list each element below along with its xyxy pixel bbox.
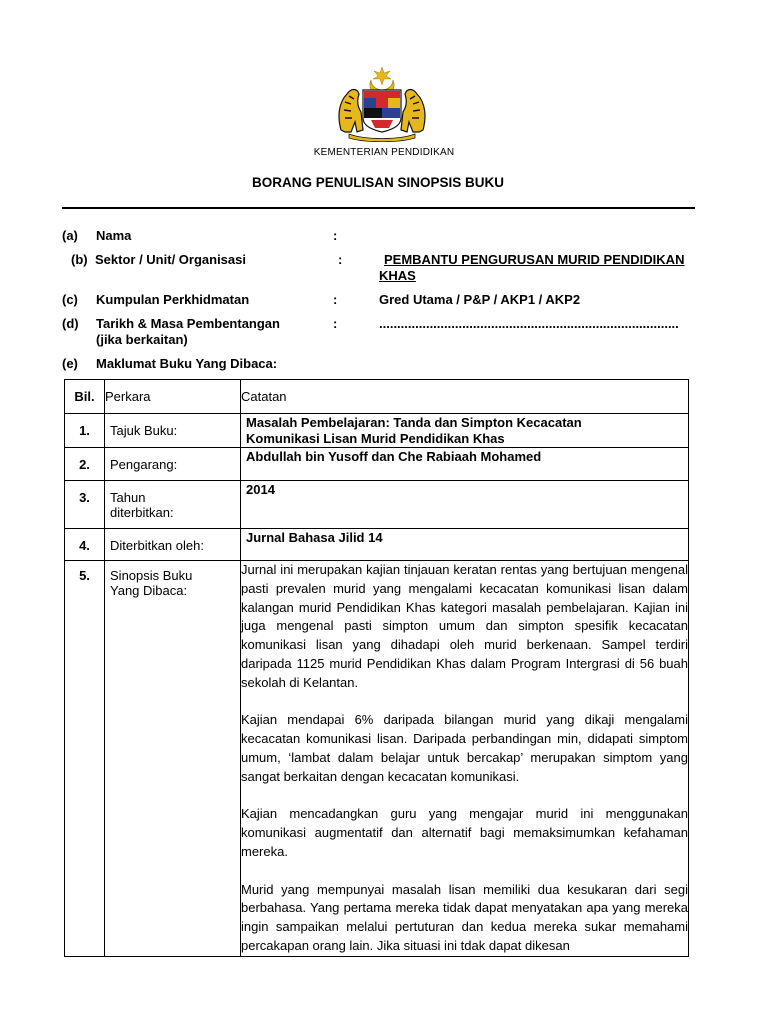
row-5-item-line1: Sinopsis Buku: [110, 568, 193, 583]
field-b-key: (b): [71, 252, 88, 267]
row-5-num: 5.: [65, 561, 105, 957]
field-d-value: ...................................................................................: [379, 316, 679, 331]
field-b-colon: :: [338, 252, 343, 267]
row-5-item-line2: Yang Dibaca:: [110, 583, 188, 598]
field-a-label: Nama: [96, 228, 132, 243]
row-1-num: 1.: [65, 414, 105, 448]
row-3-num: 3.: [65, 481, 105, 529]
field-a-key: (a): [62, 228, 78, 243]
table-row: [65, 529, 689, 561]
field-d-colon: :: [333, 316, 338, 331]
field-c-label: Kumpulan Perkhidmatan: [96, 292, 250, 307]
row-1-item: Tajuk Buku:: [105, 414, 241, 448]
table-row: [65, 561, 689, 957]
ministry-name: KEMENTERIAN PENDIDIKAN: [313, 147, 455, 158]
header-catatan: Catatan: [241, 380, 689, 414]
header-perkara: Perkara: [105, 380, 241, 414]
synopsis-paragraph-2: Kajian mendapai 6% daripada bilangan murid yang dikaji mengalami kecacatan komunikasi lisan. Daripada perbandingan min, didapati simptom umum, ‘lambat dalam belajar untuk bercakap’ merupakan simptom yang sangat berkaitan dengan kecacatan komunikasi.: [241, 712, 688, 784]
field-c-colon: :: [333, 292, 338, 307]
row-3-note: 2014: [241, 481, 689, 529]
row-3-item: [105, 481, 241, 529]
table-row: [65, 414, 689, 448]
field-b-value-line2: KHAS: [379, 268, 416, 283]
table-row: [65, 448, 689, 481]
field-c-key: (c): [62, 292, 78, 307]
field-e-label: Maklumat Buku Yang Dibaca:: [96, 356, 278, 371]
row-4-note: Jurnal Bahasa Jilid 14: [241, 529, 689, 561]
row-2-num: 2.: [65, 448, 105, 481]
synopsis-paragraph-3: Kajian mencadangkan guru yang mengajar murid ini menggunakan komunikasi augmentatif dan alternatif bagi memaksimumkan kefahaman mereka.: [241, 806, 688, 859]
book-info-table: [64, 379, 689, 957]
row-3-item-line1: Tahun: [110, 490, 146, 505]
field-e-key: (e): [62, 356, 78, 371]
synopsis-paragraph-1: Jurnal ini merupakan kajian tinjauan keratan rentas yang bertujuan mengenal pasti prevalen murid yang mengalami kecacatan komunikasi lisan dalam kalangan murid Pendidikan Khas kategori masalah pembelajaran. Kajian ini juga mengenal pasti simpton umum dan simpton spesifik kecacatan komunikasi lisan yang dihadapi oleh murid berkenaan. Sampel terdiri daripada 1125 murid Pendidikan Khas dalam Program Intergrasi di 56 buah sekolah di Kelantan.: [241, 562, 688, 690]
row-1-note-line1: Masalah Pembelajaran: Tanda dan Simpton Kecacatan: [246, 415, 582, 430]
row-2-item: Pengarang:: [105, 448, 241, 481]
header-divider: [62, 207, 695, 209]
row-1-note-line2: Komunikasi Lisan Murid Pendidikan Khas: [246, 431, 505, 446]
form-title: BORANG PENULISAN SINOPSIS BUKU: [251, 175, 505, 190]
row-4-item: Diterbitkan oleh:: [105, 529, 241, 561]
row-3-item-line2: diterbitkan:: [110, 505, 174, 520]
field-d-key: (d): [62, 316, 79, 331]
field-c-value: Gred Utama / P&P / AKP1 / AKP2: [379, 292, 581, 307]
field-b-value-line1: PEMBANTU PENGURUSAN MURID PENDIDIKAN: [384, 252, 685, 267]
row-1-note: [241, 414, 689, 448]
field-b-label: Sektor / Unit/ Organisasi: [95, 252, 246, 267]
field-a-colon: :: [333, 228, 338, 243]
synopsis-paragraph-4: Murid yang mempunyai masalah lisan memiliki dua kesukaran dari segi berbahasa. Yang pertama mereka tidak dapat menyatakan apa yang mereka ingin sampaikan melalui pertuturan dan kedua mereka sukar memahami percakapan orang lain. Jika situasi ini tdak dapat dikesan: [241, 881, 688, 953]
header-bil: Bil.: [65, 380, 105, 414]
row-4-num: 4.: [65, 529, 105, 561]
row-2-note: Abdullah bin Yusoff dan Che Rabiaah Mohamed: [241, 448, 689, 481]
coat-of-arms-logo: [327, 66, 437, 142]
field-d-label-line2: (jika berkaitan): [96, 332, 188, 347]
table-row: [65, 481, 689, 529]
table-header-row: [65, 380, 689, 414]
row-5-item: [105, 561, 241, 957]
field-d-label: Tarikh & Masa Pembentangan: [96, 316, 280, 331]
synopsis-cell: [241, 561, 689, 957]
